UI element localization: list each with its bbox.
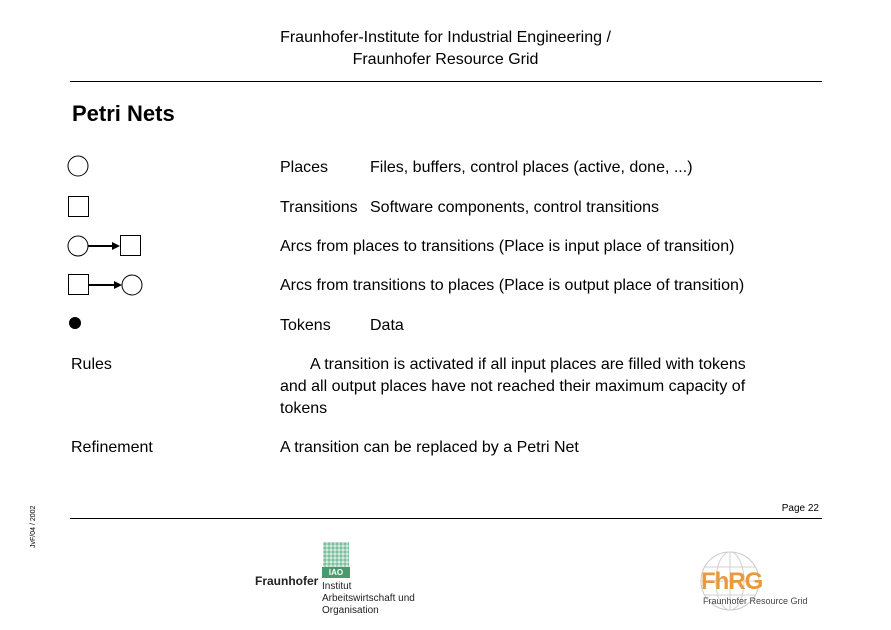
- places-term: Places: [280, 159, 329, 176]
- place-icon: [66, 154, 96, 180]
- token-icon: [66, 313, 96, 339]
- iao-badge: IAO: [322, 567, 350, 578]
- side-note: JvF/04 / 2002: [30, 505, 37, 548]
- transition-icon: [66, 195, 96, 221]
- transitions-desc: Software components, control transitions: [370, 199, 660, 216]
- arcs-out-desc: Arcs from transitions to places (Place is output place of transition): [280, 277, 745, 294]
- header-line-2: Fraunhofer Resource Grid: [352, 51, 539, 68]
- fraunhofer-logo-name: Fraunhofer: [255, 574, 319, 588]
- institute-lines: [322, 581, 415, 617]
- institute-line-2: Arbeitswirtschaft und: [322, 593, 415, 604]
- rules-label: Rules: [71, 356, 112, 373]
- places-desc: Files, buffers, control places (active, done, ...): [370, 159, 693, 176]
- refinement-label: Refinement: [71, 439, 153, 456]
- rules-line-1: A transition is activated if all input places are filled with tokens: [310, 356, 746, 373]
- arcs-in-desc: Arcs from places to transitions (Place is input place of transition): [280, 238, 735, 255]
- tokens-term: Tokens: [280, 317, 331, 334]
- rules-line-2: and all output places have not reached their maximum capacity of: [280, 378, 746, 395]
- iao-dot-grid-icon: [323, 542, 349, 568]
- rules-line-3: tokens: [280, 400, 328, 417]
- fhrg-logo: [695, 550, 823, 612]
- refinement-text: A transition can be replaced by a Petri Net: [280, 439, 579, 456]
- header-divider: [70, 81, 822, 82]
- arc-transition-to-place-icon: [66, 273, 146, 299]
- header-line-1: Fraunhofer-Institute for Industrial Engineering /: [280, 29, 611, 46]
- arc-place-to-transition-icon: [66, 234, 146, 260]
- footer-divider: [70, 518, 822, 519]
- tokens-desc: Data: [370, 317, 404, 334]
- transitions-term: Transitions: [280, 199, 358, 216]
- fhrg-caption: Fraunhofer Resource Grid: [703, 596, 808, 606]
- page-title: Petri Nets: [72, 101, 175, 126]
- institute-line-1: Institut: [322, 581, 352, 592]
- fhrg-mark: FhRG: [701, 568, 763, 595]
- institute-line-3: Organisation: [322, 605, 379, 616]
- fraunhofer-iao-logo: [255, 540, 425, 620]
- page-number: Page 22: [781, 503, 819, 514]
